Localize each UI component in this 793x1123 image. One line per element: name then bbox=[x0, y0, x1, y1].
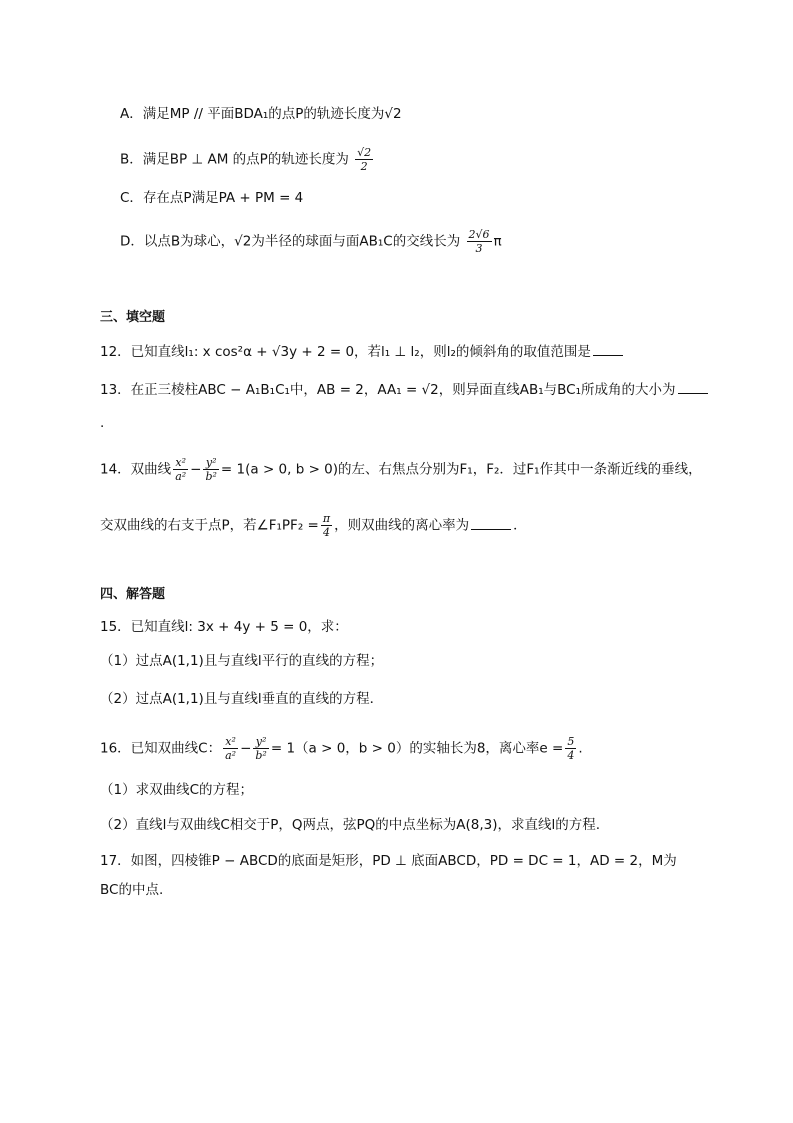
question-16-part-2: （2）直线l与双曲线C相交于P，Q两点，弦PQ的中点坐标为A(8,3)，求直线l的方程. bbox=[100, 817, 601, 833]
question-14-fraction-x bbox=[173, 456, 188, 483]
question-16-end: . bbox=[578, 740, 583, 757]
option-c bbox=[120, 188, 303, 208]
fraction-denominator: a² bbox=[175, 470, 187, 483]
answer-blank bbox=[471, 515, 511, 530]
question-14-fraction-y bbox=[203, 456, 218, 483]
fraction-numerator: y² bbox=[203, 456, 218, 470]
answer-blank bbox=[678, 379, 708, 394]
question-16-fraction-e bbox=[565, 735, 576, 762]
question-16-fraction-y bbox=[253, 735, 268, 762]
section-heading-fill-blank: 三、填空题 bbox=[100, 310, 166, 325]
question-14-end: ． bbox=[513, 517, 527, 534]
question-13-cont: . bbox=[100, 415, 105, 431]
question-16-fraction-x bbox=[223, 735, 238, 762]
question-15-part-2: （2）过点A(1,1)且与直线l垂直的直线的方程． bbox=[100, 691, 384, 707]
question-12-text: 12．已知直线l₁: x cos²α + √3y + 2 = 0，若l₁ ⊥ l₂，则l₂的倾斜角的取值范围是 bbox=[100, 344, 591, 360]
option-d-label: D． bbox=[120, 233, 144, 250]
option-b-text: 满足BP ⊥ AM 的点P的轨迹长度为 bbox=[142, 151, 349, 168]
question-16 bbox=[100, 735, 583, 762]
question-15-part-1: （1）过点A(1,1)且与直线l平行的直线的方程； bbox=[100, 653, 384, 669]
option-a-label: A． bbox=[120, 106, 143, 122]
fraction-numerator: y² bbox=[253, 735, 268, 749]
fraction-numerator: 5 bbox=[567, 735, 575, 748]
option-d-fraction bbox=[467, 228, 492, 255]
fraction-numerator: x² bbox=[223, 735, 238, 749]
fraction-denominator: b² bbox=[255, 749, 267, 762]
minus-sign: − bbox=[190, 461, 202, 478]
pi-symbol: π bbox=[493, 233, 502, 250]
option-d-text: 以点B为球心，√2为半径的球面与面AB₁C的交线长为 bbox=[143, 233, 461, 250]
question-16-part-1: （1）求双曲线C的方程； bbox=[100, 782, 254, 798]
option-a-text: 满足MP // 平面BDA₁的点P的轨迹长度为√2 bbox=[142, 106, 402, 122]
question-14 bbox=[100, 456, 702, 483]
option-a bbox=[120, 104, 402, 124]
section-heading-solve: 四、解答题 bbox=[100, 587, 166, 602]
question-16-text: = 1（a > 0，b > 0）的实轴长为8，离心率e = bbox=[270, 740, 564, 757]
minus-sign: − bbox=[240, 740, 252, 757]
fraction-denominator: a² bbox=[225, 749, 237, 762]
question-14-number: 14．双曲线 bbox=[100, 461, 172, 478]
fraction-denominator: 3 bbox=[475, 242, 483, 255]
question-14-text-a: 交双曲线的右支于点P，若∠F₁PF₂ = bbox=[100, 517, 319, 534]
option-b-fraction bbox=[355, 146, 373, 173]
question-17: 17．如图，四棱锥P − ABCD的底面是矩形，PD ⊥ 底面ABCD，PD = DC = 1，AD = 2，M为 bbox=[100, 853, 677, 869]
fraction-numerator: x² bbox=[173, 456, 188, 470]
question-15: 15．已知直线l: 3x + 4y + 5 = 0，求： bbox=[100, 619, 348, 635]
question-13-text: 13．在正三棱柱ABC − A₁B₁C₁中，AB = 2，AA₁ = √2，则异面直线AB₁与BC₁所成角的大小为 bbox=[100, 382, 676, 398]
option-c-text: 存在点P满足PA + PM = 4 bbox=[142, 190, 304, 206]
question-14-fraction-angle bbox=[321, 512, 332, 539]
fraction-denominator: 4 bbox=[567, 749, 575, 762]
fraction-denominator: b² bbox=[205, 470, 217, 483]
fraction-denominator: 2 bbox=[360, 160, 368, 173]
question-14-text-b: ，则双曲线的离心率为 bbox=[334, 517, 470, 534]
question-13 bbox=[100, 379, 710, 400]
fraction-numerator: π bbox=[322, 512, 331, 525]
question-17-line2: BC的中点. bbox=[100, 882, 164, 898]
question-14-text: = 1(a > 0, b > 0)的左、右焦点分别为F₁，F₂．过F₁作其中一条渐近线的垂线， bbox=[220, 461, 702, 478]
fraction-numerator: 2√6 bbox=[468, 228, 490, 241]
answer-blank bbox=[593, 341, 623, 356]
fraction-numerator: √2 bbox=[357, 146, 372, 159]
option-c-label: C． bbox=[120, 190, 143, 206]
option-b bbox=[120, 146, 375, 173]
question-14-line2 bbox=[100, 512, 527, 539]
option-b-label: B． bbox=[120, 151, 143, 168]
fraction-denominator: 4 bbox=[322, 526, 330, 539]
question-16-number: 16．已知双曲线C： bbox=[100, 740, 222, 757]
option-d bbox=[120, 228, 502, 255]
question-12 bbox=[100, 341, 625, 362]
